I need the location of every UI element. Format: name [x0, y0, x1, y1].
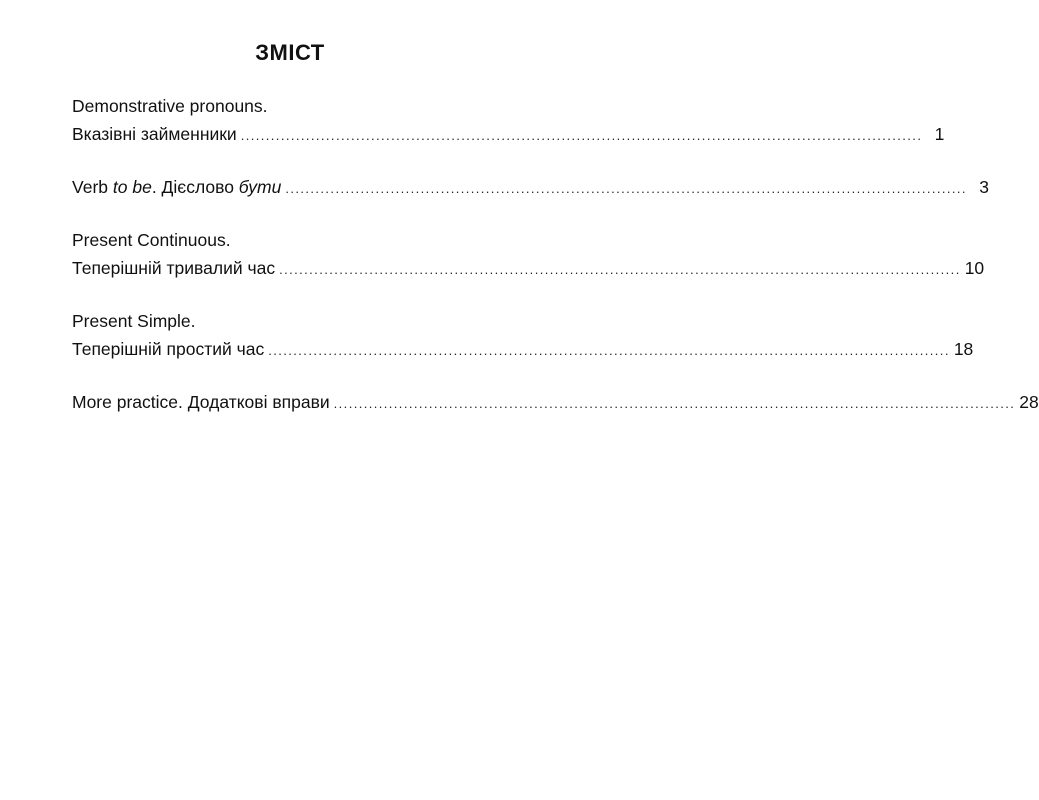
toc-page-number: 1: [934, 124, 945, 144]
toc-entry-title-uk: Теперішній простий час: [72, 339, 265, 359]
toc-entry-title-uk: Теперішній тривалий час: [72, 258, 276, 278]
page-title: ЗМІСТ: [255, 40, 325, 65]
toc-entry-line: [72, 173, 989, 203]
toc-title-italic: to be: [112, 177, 152, 197]
toc-title-part: . Дієслово: [151, 177, 239, 197]
toc-entry-title: [72, 173, 281, 201]
toc-title-italic: бути: [238, 177, 282, 197]
dot-leader: ........................................................................................................................................: [268, 343, 950, 358]
toc-entry-demonstrative-pronouns[interactable]: [72, 92, 945, 150]
toc-entry-more-practice[interactable]: [72, 388, 1039, 418]
toc-entry-title-en: Demonstrative pronouns.: [72, 96, 268, 116]
table-of-contents: [72, 92, 1039, 441]
toc-entry-present-continuous[interactable]: [72, 226, 985, 284]
toc-entry-title: More practice. Додаткові вправи: [72, 392, 330, 412]
dot-leader: ........................................................................................................................................: [285, 181, 967, 196]
toc-title-part: Verb: [72, 177, 113, 197]
dot-leader: ........................................................................................................................................: [333, 396, 1016, 411]
toc-entry-verb-to-be[interactable]: [72, 173, 989, 203]
toc-page-number: 3: [979, 177, 989, 197]
toc-entry-line: [72, 120, 945, 150]
toc-entry-title-uk: Вказівні займенники: [72, 124, 237, 144]
toc-entry-present-simple[interactable]: [72, 307, 974, 365]
toc-page-number: 18: [953, 339, 974, 359]
toc-entry-line: [72, 254, 985, 284]
toc-entry-title-en: Present Simple.: [72, 311, 196, 331]
toc-page-number: 10: [964, 258, 985, 278]
toc-page-number: 28: [1019, 392, 1039, 412]
toc-entry-line: [72, 388, 1039, 418]
dot-leader: ........................................................................................................................................: [279, 262, 961, 277]
toc-entry-line: [72, 335, 974, 365]
dot-leader: ........................................................................................................................................: [240, 128, 923, 143]
toc-entry-title-en: Present Continuous.: [72, 230, 231, 250]
